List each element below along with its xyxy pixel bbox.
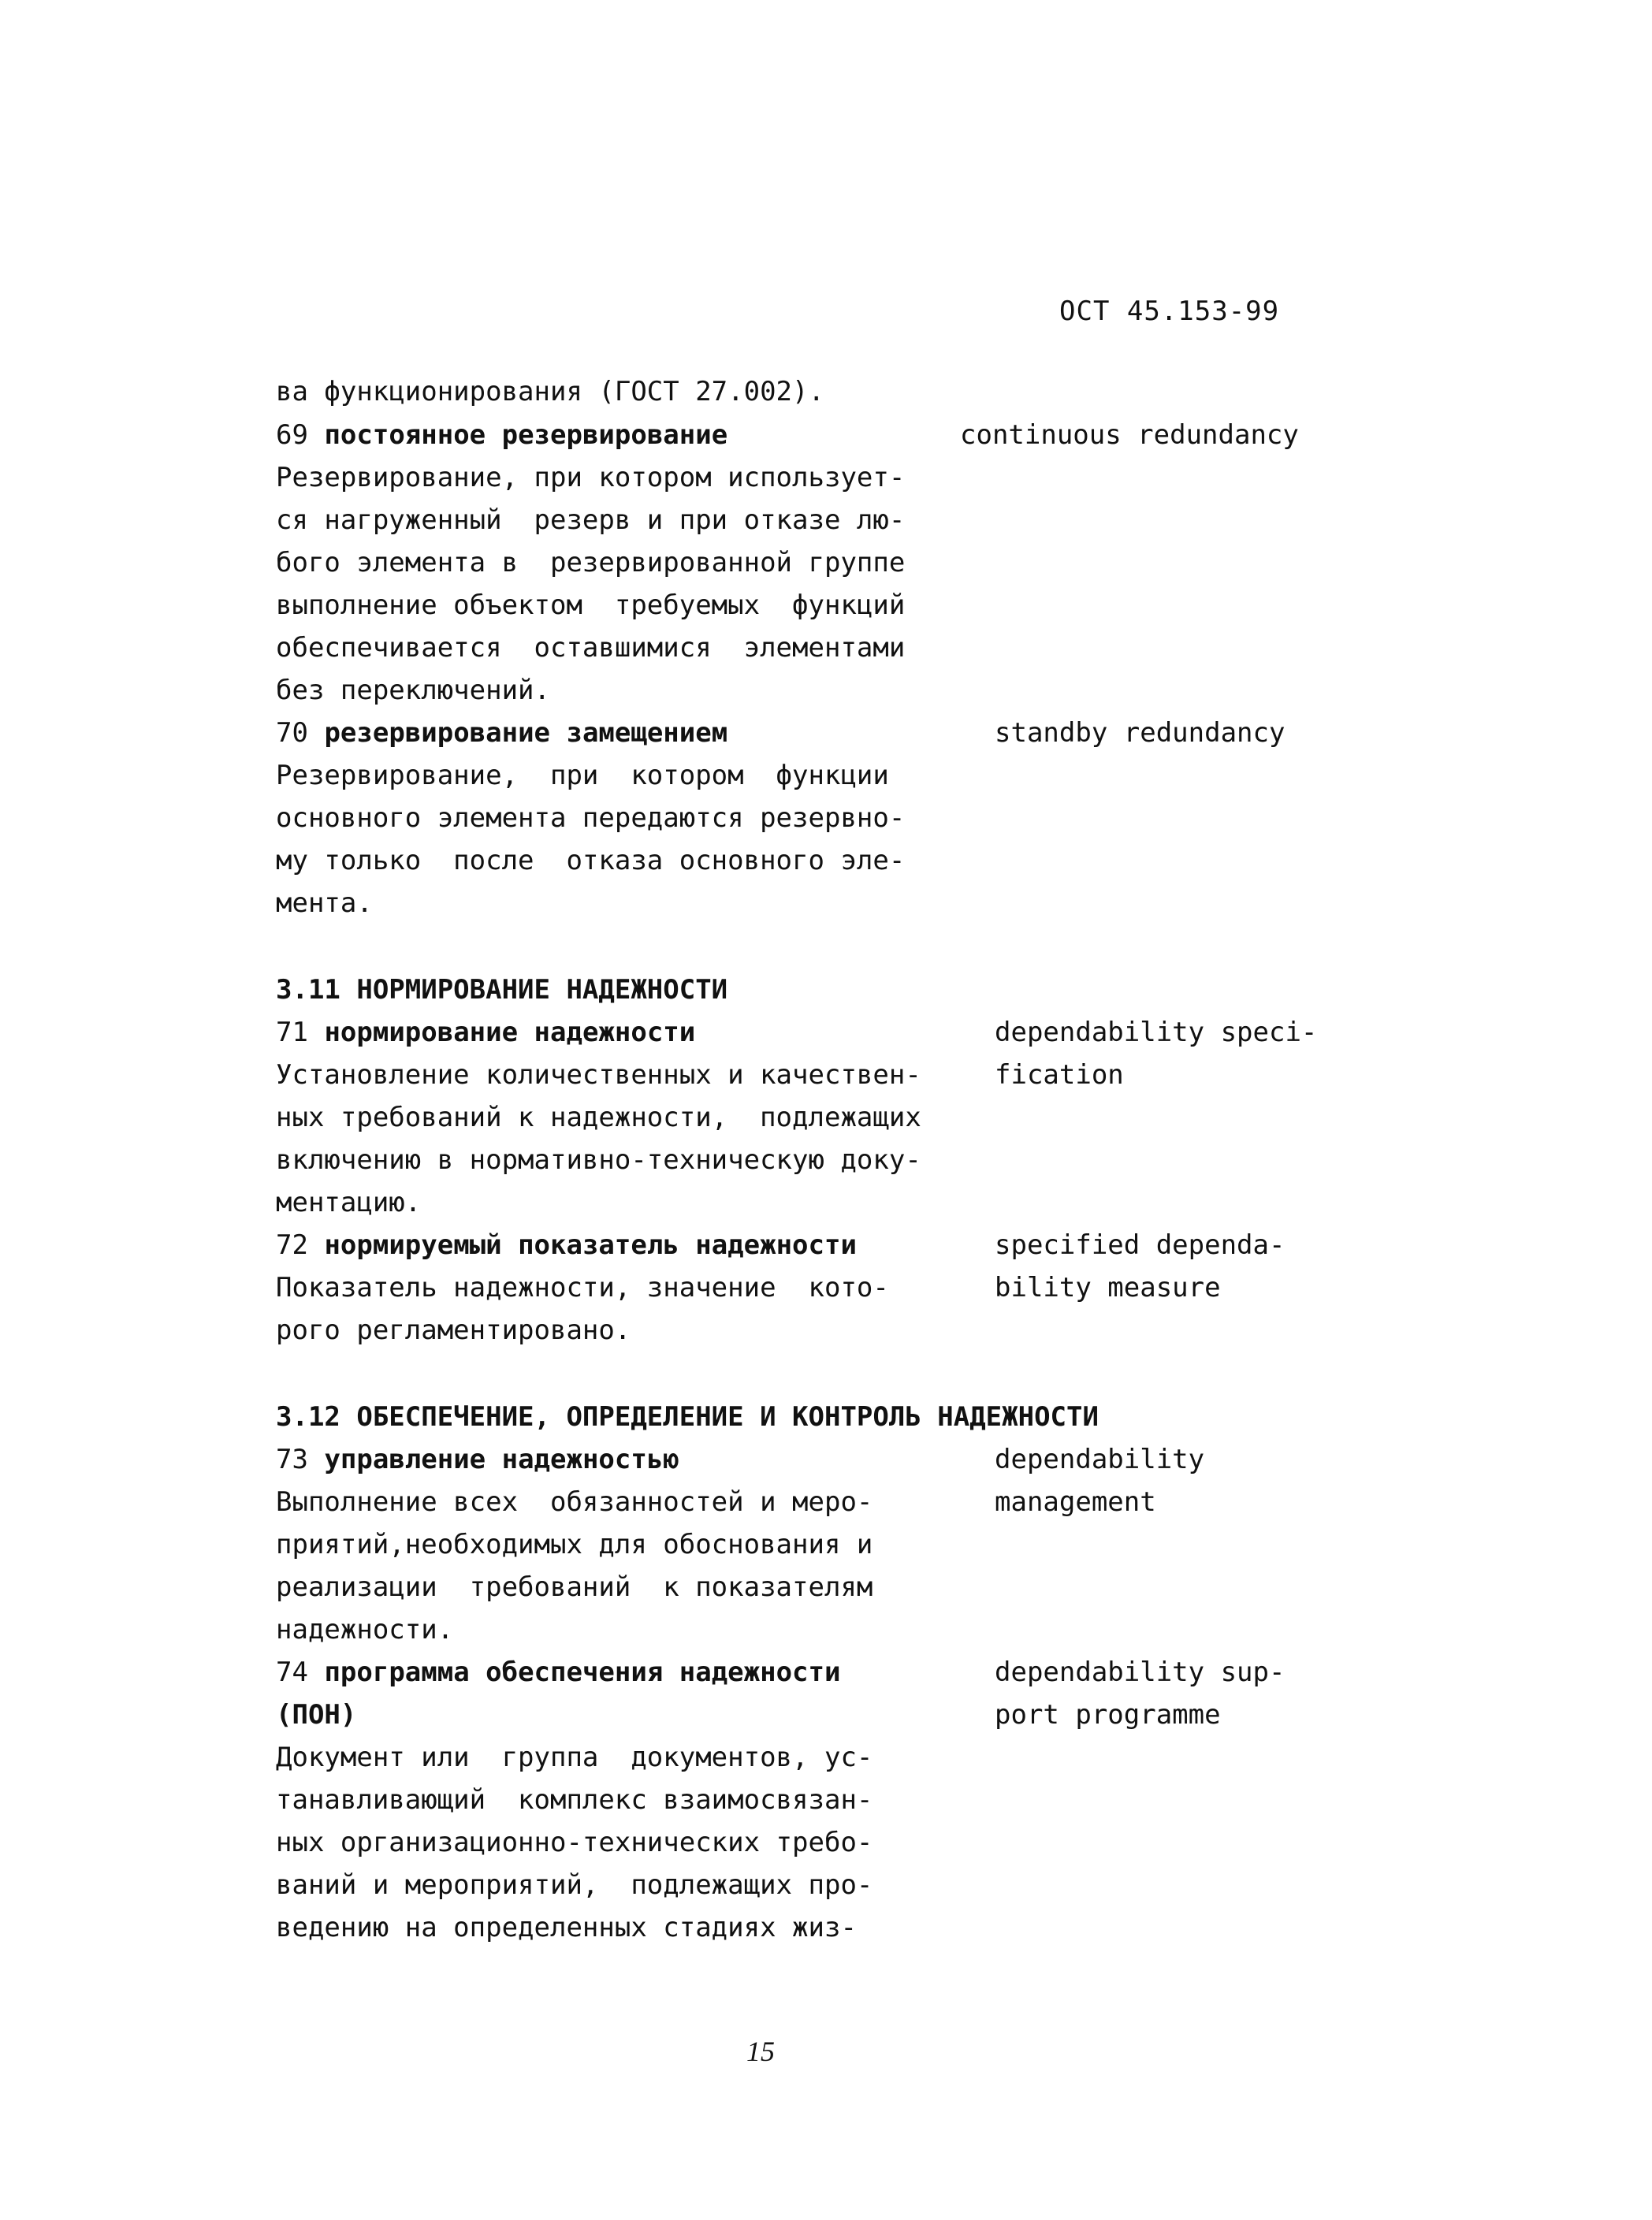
term-number: 73 [276, 1444, 308, 1475]
term-71-english-1: dependability speci- [995, 1017, 1318, 1048]
term-name: нормирование надежности [324, 1017, 696, 1048]
term-69-def-3: бого элемента в резервированной группе [276, 547, 906, 578]
term-number: 71 [276, 1017, 308, 1048]
term-name: программа обеспечения надежности [324, 1657, 841, 1688]
term-number: 70 [276, 717, 308, 749]
term-number: 72 [276, 1229, 308, 1261]
term-70-def-4: мента. [276, 887, 373, 919]
term-69-def-2: ся нагруженный резерв и при отказе лю- [276, 504, 906, 536]
term-73-def-3: реализации требований к показателям [276, 1571, 873, 1603]
section-3-12-title: 3.12 ОБЕСПЕЧЕНИЕ, ОПРЕДЕЛЕНИЕ И КОНТРОЛЬ НАДЕЖНОСТИ [276, 1401, 1099, 1433]
term-72-english-2: bility measure [995, 1272, 1221, 1303]
term-72-def-1: Показатель надежности, значение кото- [276, 1272, 889, 1303]
term-73-english-2: management [995, 1486, 1156, 1518]
term-name: нормируемый показатель надежности [324, 1229, 857, 1261]
term-number: 69 [276, 419, 308, 451]
document-code: ОСТ 45.153-99 [1059, 296, 1280, 327]
term-71-def-3: включению в нормативно-техническую доку- [276, 1144, 921, 1176]
page-number: 15 [746, 2036, 775, 2067]
term-74-def-1: Документ или группа документов, ус- [276, 1742, 873, 1773]
term-71-def-4: ментацию. [276, 1187, 422, 1218]
term-69-def-5: обеспечивается оставшимися элементами [276, 632, 906, 664]
term-74-abbreviation: (ПОН) [276, 1699, 357, 1731]
term-71-heading [276, 1017, 695, 1048]
section-3-11-title: 3.11 НОРМИРОВАНИЕ НАДЕЖНОСТИ [276, 974, 728, 1006]
term-69-def-4: выполнение объектом требуемых функций [276, 589, 906, 621]
term-69-def-6: без переключений. [276, 675, 550, 706]
term-70-def-2: основного элемента передаются резервно- [276, 802, 906, 834]
term-70-def-1: Резервирование, при котором функции [276, 760, 889, 791]
term-70-english: standby redundancy [995, 717, 1286, 749]
term-74-def-2: танавливающий комплекс взаимосвязан- [276, 1784, 873, 1816]
term-74-heading [276, 1657, 840, 1688]
term-70-def-3: му только после отказа основного эле- [276, 845, 906, 876]
term-number: 74 [276, 1657, 308, 1688]
term-72-def-2: рого регламентировано. [276, 1315, 631, 1346]
intro-line: ва функционирования (ГОСТ 27.002). [276, 376, 824, 407]
term-71-english-2: fication [995, 1059, 1124, 1091]
term-73-def-2: приятий,необходимых для обоснования и [276, 1529, 873, 1560]
term-74-def-4: ваний и мероприятий, подлежащих про- [276, 1869, 873, 1901]
term-74-english-2: port programme [995, 1699, 1221, 1731]
term-name: резервирование замещением [324, 717, 728, 749]
term-71-def-2: ных требований к надежности, подлежащих [276, 1102, 921, 1133]
term-69-def-1: Резервирование, при котором использует- [276, 462, 906, 493]
term-72-english-1: specified dependa- [995, 1229, 1286, 1261]
term-70-heading [276, 717, 727, 749]
term-name: постоянное резервирование [324, 419, 728, 451]
term-73-english-1: dependability [995, 1444, 1205, 1475]
term-74-def-3: ных организационно-технических требо- [276, 1827, 873, 1858]
term-name: управление надежностью [324, 1444, 679, 1475]
term-69-heading [276, 419, 727, 451]
term-73-def-1: Выполнение всех обязанностей и меро- [276, 1486, 873, 1518]
term-73-def-4: надежности. [276, 1614, 454, 1645]
term-69-english: continuous redundancy [960, 419, 1299, 451]
term-74-def-5: ведению на определенных стадиях жиз- [276, 1912, 857, 1943]
term-71-def-1: Установление количественных и качествен- [276, 1059, 921, 1091]
term-74-english-1: dependability sup- [995, 1657, 1286, 1688]
term-73-heading [276, 1444, 679, 1475]
term-72-heading [276, 1229, 857, 1261]
